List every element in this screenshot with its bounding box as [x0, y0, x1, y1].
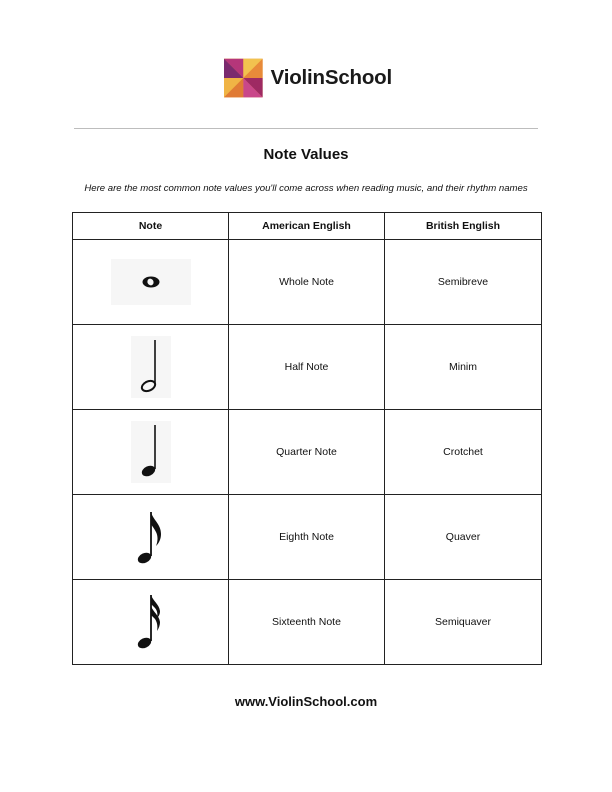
british-name: Crotchet — [385, 410, 542, 495]
note-cell — [73, 325, 229, 410]
american-name: Sixteenth Note — [229, 580, 385, 665]
half-note-icon — [131, 336, 171, 398]
violinschool-logo — [224, 54, 392, 102]
column-header-note: Note — [73, 213, 229, 240]
table-row — [73, 580, 542, 665]
eighth-note-icon — [131, 506, 171, 568]
violinschool-logo-icon — [224, 56, 263, 100]
column-header-american: American English — [229, 213, 385, 240]
whole-note-icon — [111, 259, 191, 305]
british-name: Semiquaver — [385, 580, 542, 665]
american-name: Eighth Note — [229, 495, 385, 580]
british-name: Minim — [385, 325, 542, 410]
page-title: Note Values — [263, 146, 349, 163]
american-name: Whole Note — [229, 240, 385, 325]
quarter-note-icon — [131, 421, 171, 483]
sixteenth-note-icon — [131, 591, 171, 653]
note-cell — [73, 410, 229, 495]
british-name: Semibreve — [385, 240, 542, 325]
table-row — [73, 240, 542, 325]
american-name: Quarter Note — [229, 410, 385, 495]
note-cell — [73, 580, 229, 665]
table-row — [73, 325, 542, 410]
website-url[interactable]: www.ViolinSchool.com — [234, 694, 378, 709]
brand-name: ViolinSchool — [270, 66, 392, 89]
note-cell — [73, 495, 229, 580]
note-cell — [73, 240, 229, 325]
column-header-british: British English — [385, 213, 542, 240]
table-row — [73, 410, 542, 495]
note-values-table — [72, 212, 542, 665]
table-header-row — [73, 213, 542, 240]
table-row — [73, 495, 542, 580]
page-subtitle: Here are the most common note values you'll come across when reading music, and their rhythm names — [84, 183, 528, 194]
header-divider — [74, 128, 538, 129]
british-name: Quaver — [385, 495, 542, 580]
american-name: Half Note — [229, 325, 385, 410]
